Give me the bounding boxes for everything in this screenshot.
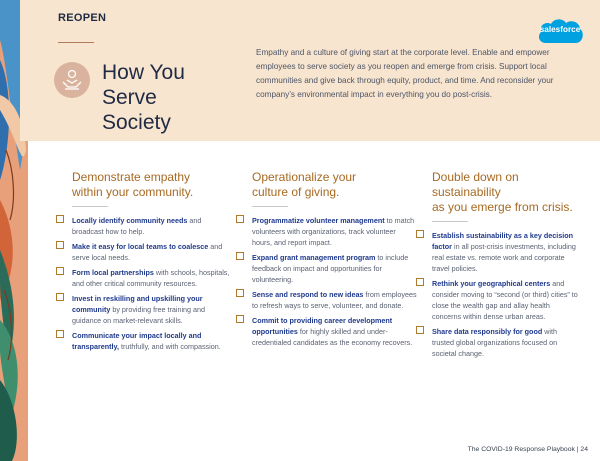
column-heading: Demonstrate empathy within your community. [72, 170, 194, 199]
helping-hands-badge [54, 62, 90, 98]
list-item: Establish sustainability as a key decision factor in all post-crisis investments, including real estate vs. remote work and corporate travel policies. [432, 230, 580, 274]
checkbox-icon [416, 278, 424, 286]
list-item: Programmatize volunteer management to match volunteers with organizations, track volunteer hours, and report impact. [252, 215, 417, 248]
list-item: Commit to providing career development opportunities for highly skilled and under-credentialed candidates as the economy recovers. [252, 315, 417, 348]
logo-wordmark: salesforce [539, 25, 581, 34]
column-divider [72, 206, 108, 207]
list-item: Locally identify community needs and broadcast how to help. [72, 215, 230, 237]
checkbox-icon [56, 241, 64, 249]
column-heading: Operationalize your culture of giving. [252, 170, 357, 199]
column-divider [432, 221, 468, 222]
checkbox-icon [416, 230, 424, 238]
list-item: Share data responsibly for good with trusted global organizations focused on societal change. [432, 326, 580, 359]
checkbox-icon [236, 289, 244, 297]
checkbox-icon [56, 215, 64, 223]
intro-paragraph: Empathy and a culture of giving start at the corporate level. Enable and empower employees to serve society as you reopen and emerge from crisis. Support local communities and give back through equity, product, and time. And reconsider your company’s environmental impact in everything you do post-crisis. [256, 48, 554, 99]
checkbox-icon [236, 315, 244, 323]
helping-hands-icon [54, 62, 90, 98]
column-giving [252, 170, 417, 352]
section-label: REOPEN [58, 12, 107, 24]
checkbox-icon [56, 267, 64, 275]
list-item: Rethink your geographical centers and consider moving to “second (or third) cities” to close the wealth gap and allay health concerns within dense urban areas. [432, 278, 580, 322]
list-item: Sense and respond to new ideas from employees to refresh ways to serve, volunteer, and donate. [252, 289, 417, 311]
section-divider [58, 42, 94, 43]
list-item: Make it easy for local teams to coalesce and serve local needs. [72, 241, 230, 263]
checkbox-icon [56, 330, 64, 338]
page-footer: The COVID-19 Response Playbook | 24 [467, 446, 588, 453]
checkbox-icon [236, 215, 244, 223]
column-divider [252, 206, 288, 207]
list-item: Expand grant management program to include feedback on impact and opportunities for volunteering. [252, 252, 417, 285]
checkbox-icon [56, 293, 64, 301]
column-sustainability [432, 170, 580, 363]
list-item: Communicate your impact locally and transparently, truthfully, and with compassion. [72, 330, 230, 352]
list-item: Form local partnerships with schools, hospitals, and other critical community resources. [72, 267, 230, 289]
column-heading: Double down on sustainability as you emerge from crisis. [432, 170, 573, 214]
column-empathy [72, 170, 230, 356]
list-item: Invest in reskilling and upskilling your community by providing free training and guidance on market-relevant skills. [72, 293, 230, 326]
page-title: How You Serve Society [102, 61, 185, 134]
salesforce-logo [536, 16, 584, 46]
checkbox-icon [416, 326, 424, 334]
checkbox-icon [236, 252, 244, 260]
